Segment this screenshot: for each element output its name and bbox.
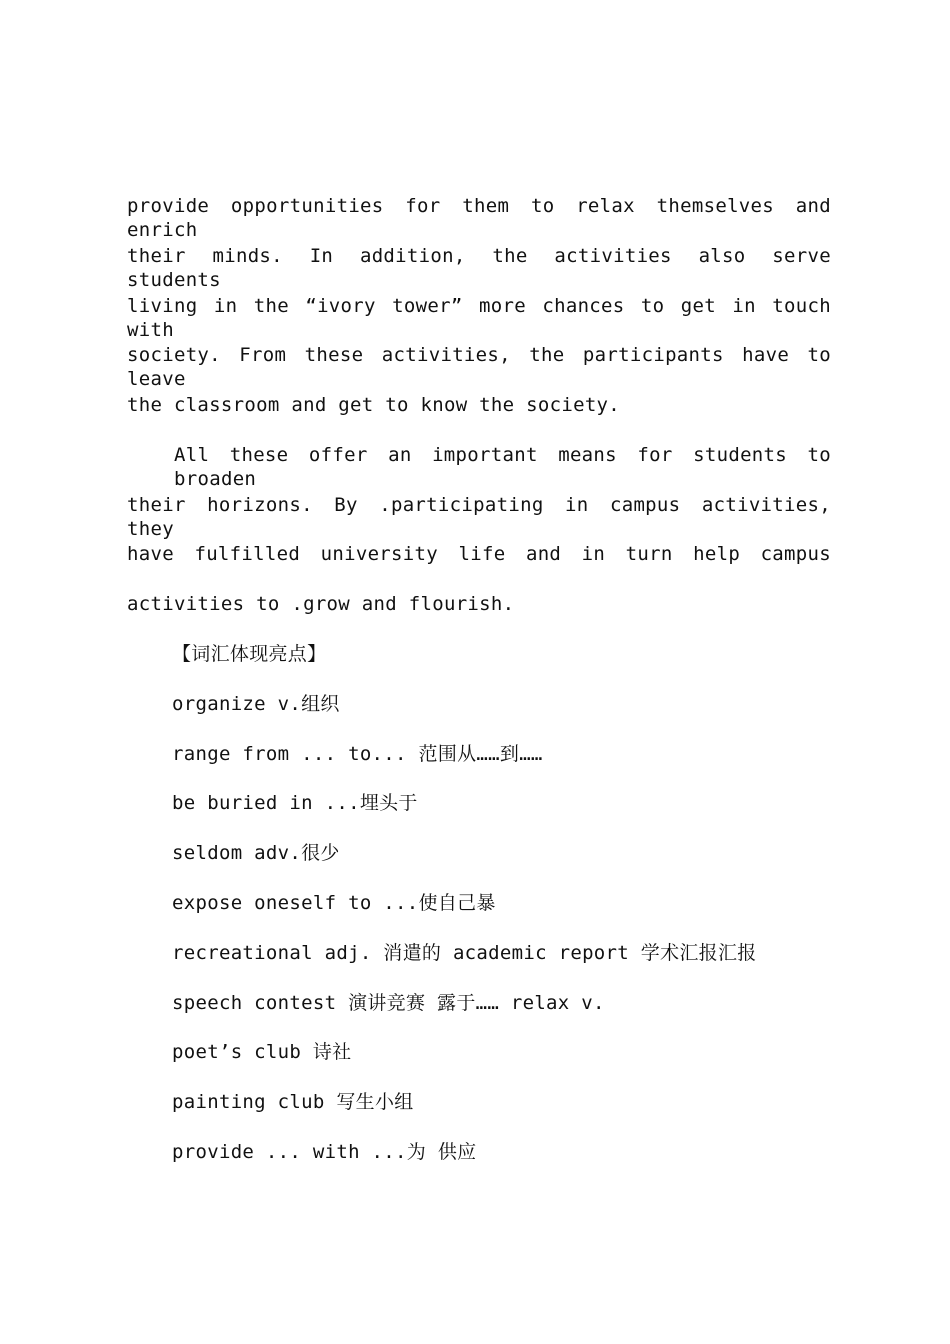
vocab-item: be buried in ...埋头于 <box>172 792 418 814</box>
paragraph-line: society. From these activities, the participants have to leave <box>127 344 831 390</box>
paragraph-line: their horizons. By .participating in campus activities, they <box>127 494 831 540</box>
paragraph-line: the classroom and get to know the society. <box>127 394 621 416</box>
vocab-item: recreational adj. 消遣的 academic report 学术汇报汇报 <box>172 942 757 964</box>
vocab-item: poet’s club 诗社 <box>172 1041 352 1063</box>
paragraph-line: have fulfilled university life and in turn help campus <box>127 543 831 565</box>
vocab-item: range from ... to... 范围从……到…… <box>172 743 543 765</box>
paragraph-line: provide opportunities for them to relax themselves and enrich <box>127 195 831 241</box>
vocab-item: provide ... with ...为 供应 <box>172 1141 477 1163</box>
vocab-item: painting club 写生小组 <box>172 1091 414 1113</box>
vocab-item: expose oneself to ...使自己暴 <box>172 892 496 914</box>
paragraph-line: their minds. In addition, the activities also serve students <box>127 245 831 291</box>
vocab-heading: 【词汇体现亮点】 <box>172 643 327 665</box>
paragraph-line: living in the “ivory tower” more chances to get in touch with <box>127 295 831 341</box>
vocab-item: speech contest 演讲竞赛 露于…… relax v. <box>172 992 605 1014</box>
paragraph-line: All these offer an important means for students to broaden <box>174 444 831 490</box>
paragraph-line: activities to .grow and flourish. <box>127 593 515 615</box>
vocab-item: seldom adv.很少 <box>172 842 340 864</box>
vocab-item: organize v.组织 <box>172 693 340 715</box>
